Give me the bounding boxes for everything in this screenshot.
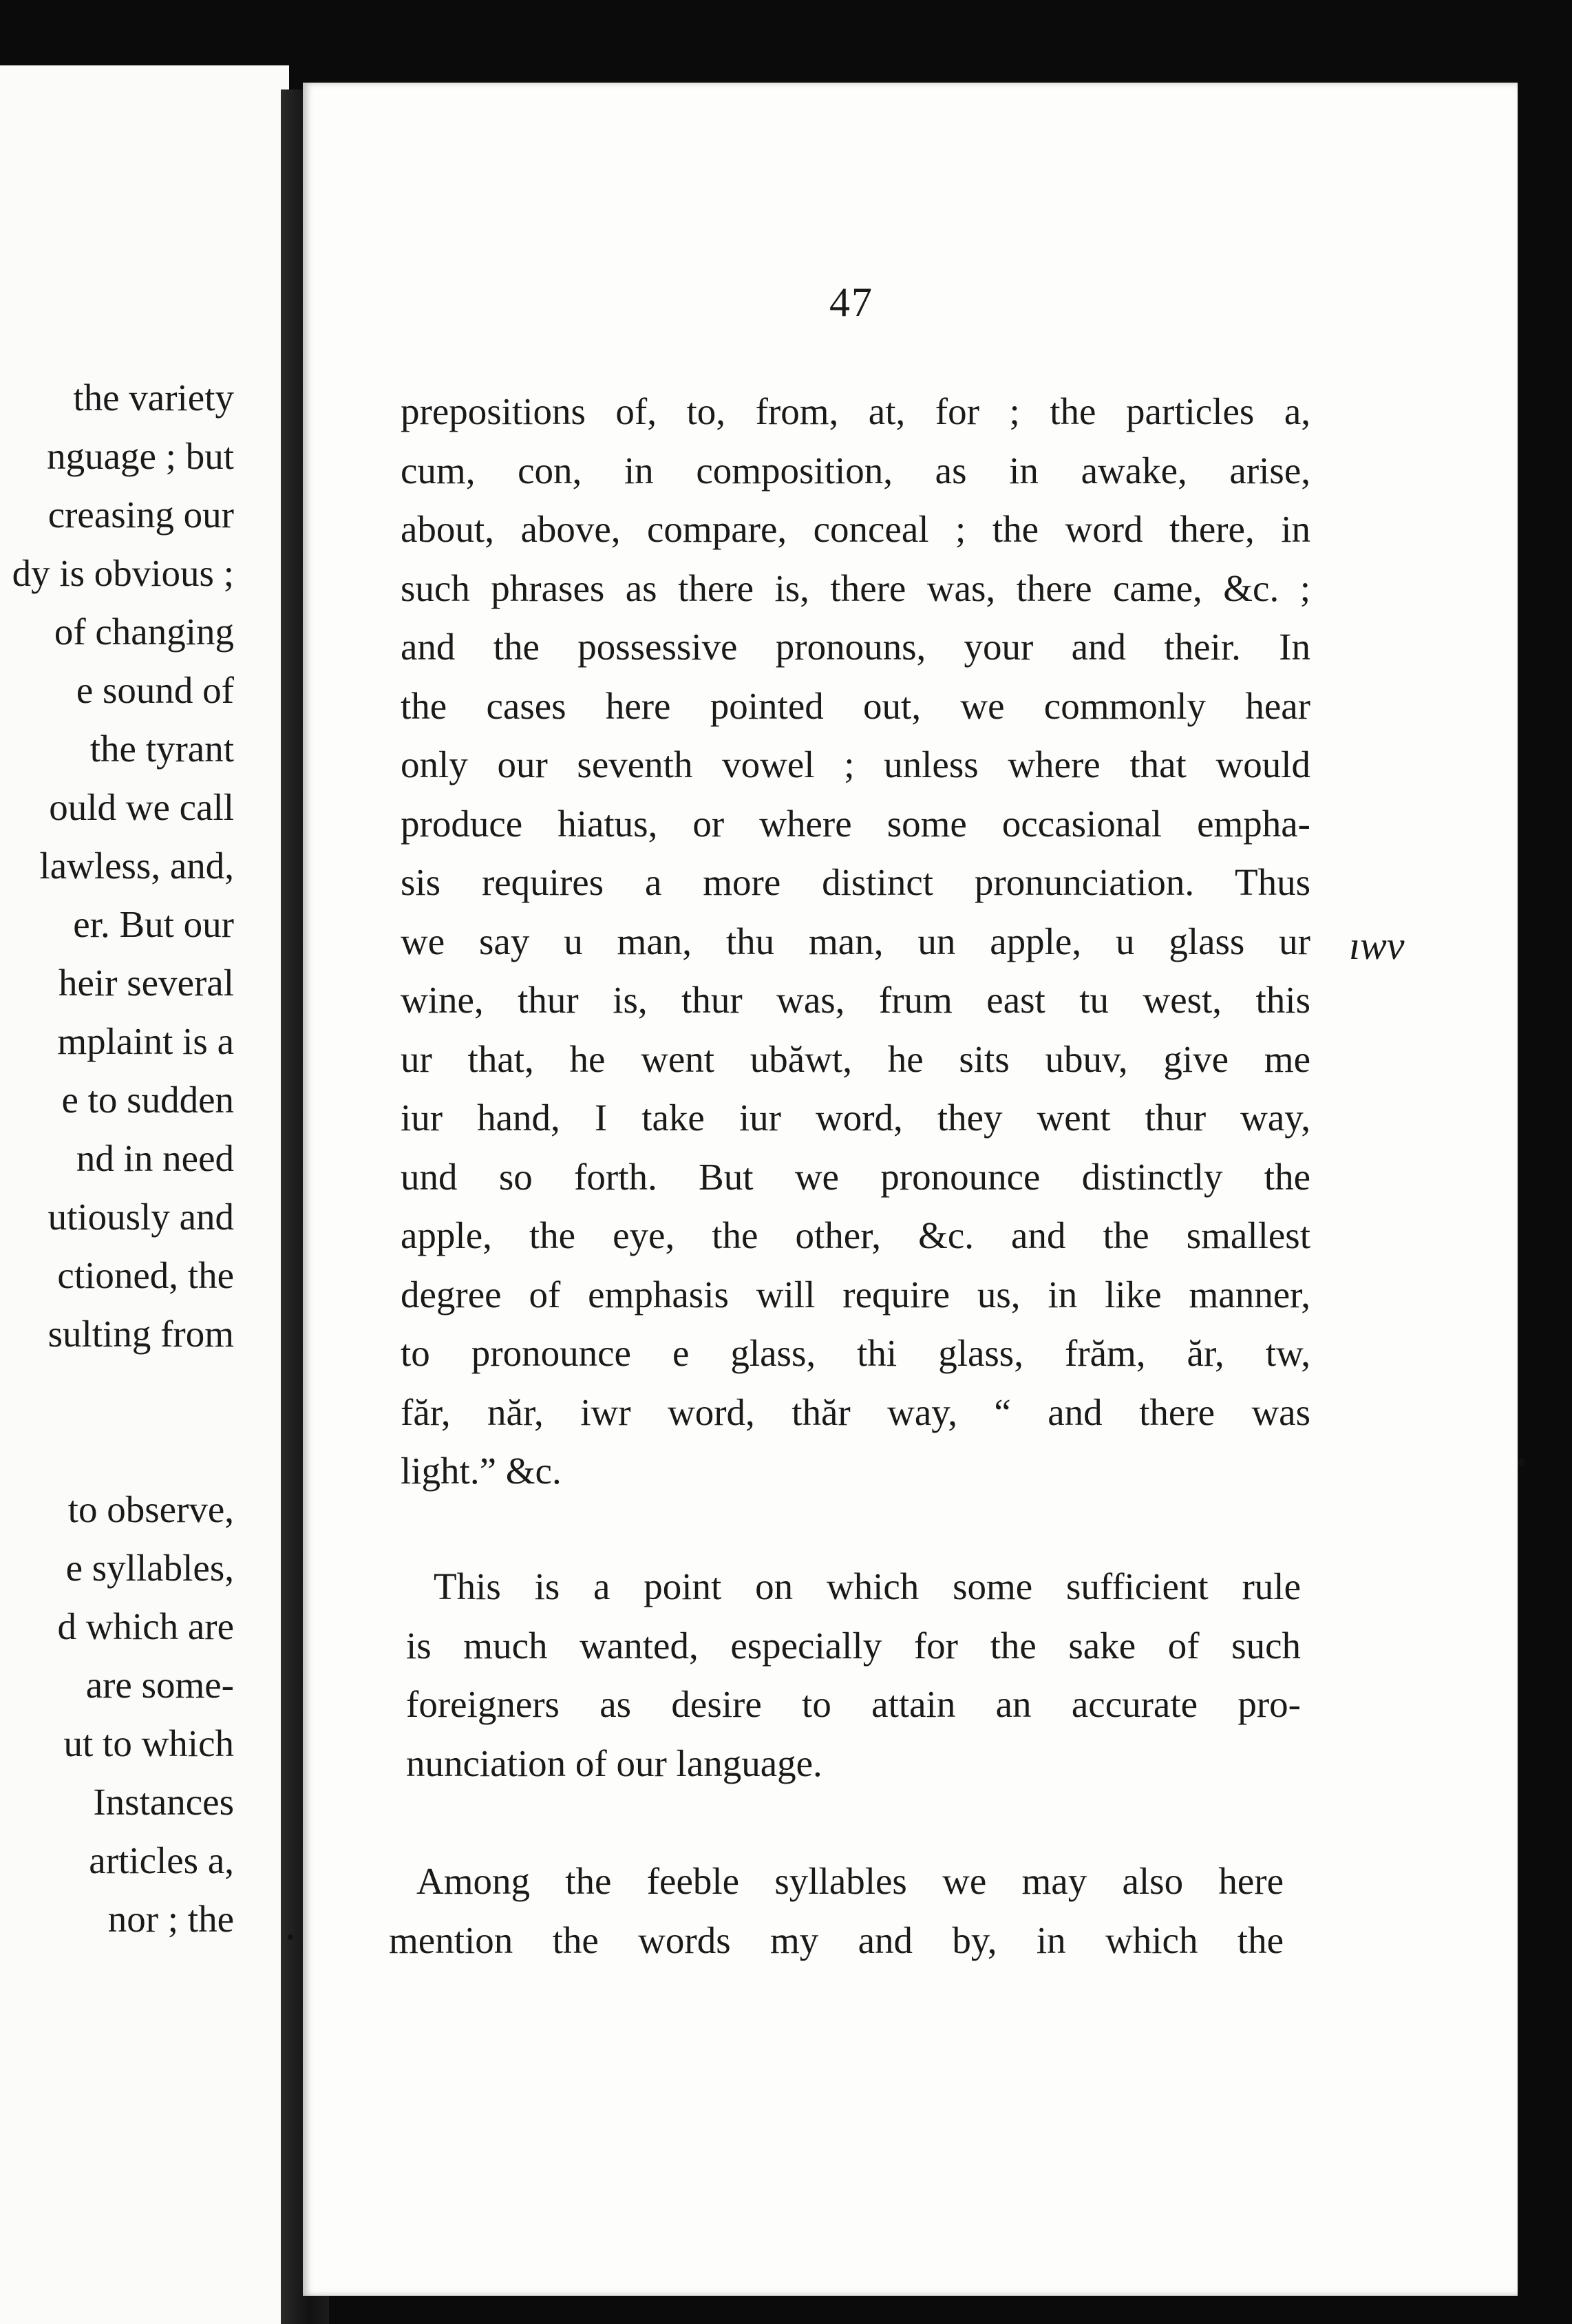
text-line: făr, năr, iwr word, thăr way, “ and there was bbox=[401, 1391, 1310, 1433]
text-line: foreigners as desire to attain an accurate pro- bbox=[406, 1683, 1301, 1725]
text-line: of changing bbox=[54, 611, 234, 653]
text-line: ould we call bbox=[49, 786, 234, 828]
text-line: wine, thur is, thur was, frum east tu west, this bbox=[401, 979, 1310, 1021]
text-line: we say u man, thu man, un apple, u glass ur bbox=[401, 920, 1310, 962]
text-line: about, above, compare, conceal ; the word there, in bbox=[401, 508, 1310, 550]
paragraph-1 bbox=[401, 382, 1310, 1501]
text-line: utiously and bbox=[47, 1196, 234, 1238]
text-line: er. But our bbox=[73, 903, 234, 945]
text-line: ut to which bbox=[63, 1722, 234, 1764]
text-line: and the possessive pronouns, your and their. In bbox=[401, 626, 1310, 668]
text-line: creasing our bbox=[47, 494, 234, 536]
text-line: articles a, bbox=[89, 1839, 234, 1881]
text-line: lawless, and, bbox=[39, 845, 234, 887]
text-line: nd in need bbox=[76, 1137, 234, 1179]
text-line: sis requires a more distinct pronunciation. Thus bbox=[401, 861, 1310, 903]
text-line: d which are bbox=[57, 1605, 234, 1647]
page-number: 47 bbox=[829, 279, 873, 325]
text-line: Among the feeble syllables we may also here bbox=[416, 1860, 1284, 1902]
margin-annotation: ıwv bbox=[1349, 923, 1405, 968]
ink-speck bbox=[1518, 1458, 1525, 1466]
text-line: the variety bbox=[73, 377, 234, 419]
text-line: e sound of bbox=[76, 669, 234, 711]
text-line: are some- bbox=[85, 1664, 234, 1706]
text-line: nor ; the bbox=[107, 1898, 234, 1940]
facing-page-lower-text bbox=[0, 1480, 234, 1948]
paragraph-3 bbox=[389, 1852, 1284, 1969]
text-line: only our seventh vowel ; unless where that would bbox=[401, 743, 1310, 785]
text-line: cum, con, in composition, as in awake, arise, bbox=[401, 449, 1310, 492]
text-line: to pronounce e glass, thi glass, frăm, ăr, tw, bbox=[401, 1332, 1310, 1374]
text-line: ctioned, the bbox=[57, 1254, 234, 1296]
ink-speck bbox=[288, 1934, 293, 1940]
text-line: dy is obvious ; bbox=[12, 552, 234, 594]
facing-page-upper-text bbox=[0, 368, 234, 1363]
text-line: e syllables, bbox=[65, 1547, 234, 1589]
text-line: ur that, he went ubăwt, he sits ubuv, give me bbox=[401, 1037, 1310, 1080]
text-line: such phrases as there is, there was, there came, &c. ; bbox=[401, 567, 1310, 609]
text-line: This is a point on which some sufficient rule bbox=[434, 1565, 1301, 1607]
text-line: nunciation of our language. bbox=[406, 1742, 822, 1784]
paragraph-2 bbox=[406, 1557, 1301, 1793]
text-line: prepositions of, to, from, at, for ; the particles a, bbox=[401, 390, 1310, 432]
text-line: mention the words my and by, in which the bbox=[389, 1919, 1284, 1961]
text-line: sulting from bbox=[47, 1313, 234, 1355]
text-line: is much wanted, especially for the sake of such bbox=[406, 1624, 1301, 1667]
text-line: the cases here pointed out, we commonly hear bbox=[401, 684, 1310, 727]
text-line: to observe, bbox=[67, 1488, 234, 1530]
text-line: heir several bbox=[59, 962, 234, 1004]
text-line: light.” &c. bbox=[401, 1450, 562, 1492]
text-line: iur hand, I take iur word, they went thur way, bbox=[401, 1097, 1310, 1139]
text-line: Instances bbox=[93, 1781, 234, 1823]
text-line: apple, the eye, the other, &c. and the smallest bbox=[401, 1214, 1310, 1256]
text-line: mplaint is a bbox=[57, 1020, 234, 1062]
text-line: produce hiatus, or where some occasional empha- bbox=[401, 802, 1310, 845]
text-line: e to sudden bbox=[61, 1079, 234, 1121]
text-line: the tyrant bbox=[89, 728, 234, 770]
text-line: nguage ; but bbox=[47, 435, 234, 477]
text-line: degree of emphasis will require us, in like manner, bbox=[401, 1273, 1310, 1316]
text-line: und so forth. But we pronounce distinctly the bbox=[401, 1155, 1310, 1198]
